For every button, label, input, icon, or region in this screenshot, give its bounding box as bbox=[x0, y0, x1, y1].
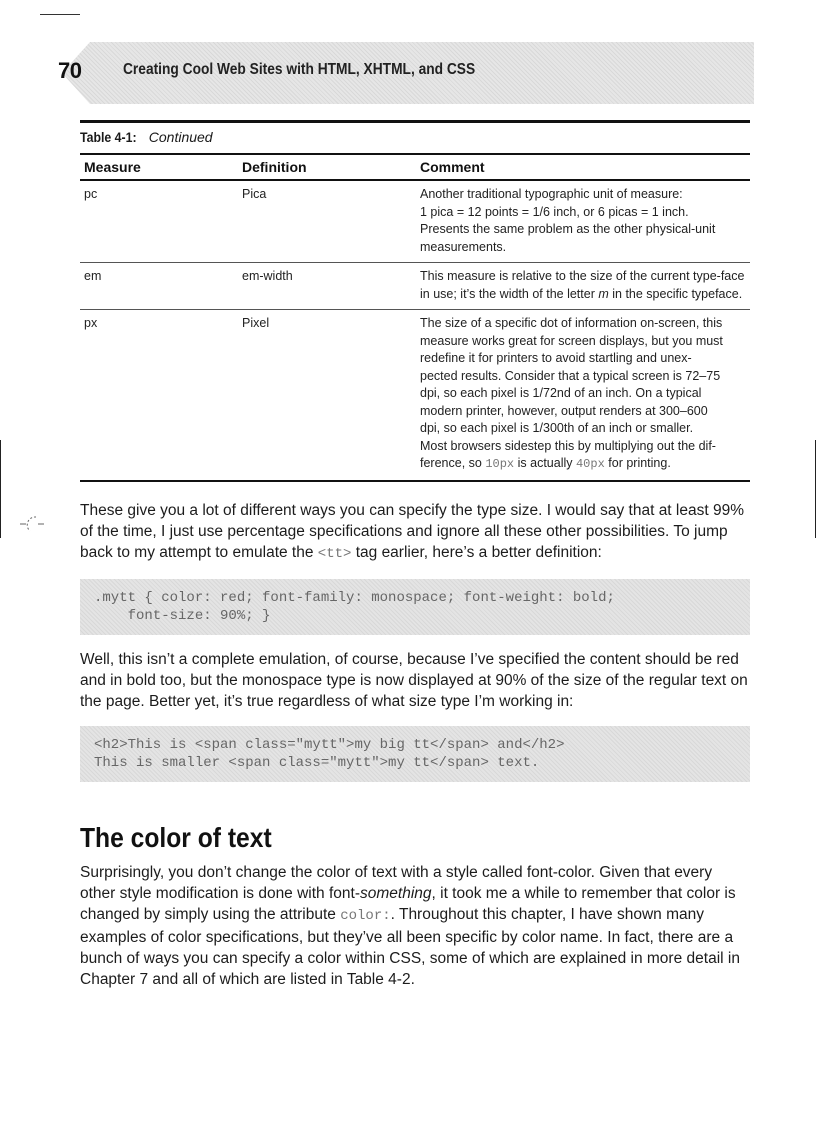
paragraph-text: , it took me a while to remember that color is changed by simply using the attribute bbox=[80, 885, 736, 923]
comment-text: for printing. bbox=[604, 456, 671, 470]
paragraph-emphasis: something bbox=[360, 885, 432, 902]
comment-line: 1 pica = 12 points = 1/6 inch, or 6 picas = 1 inch. bbox=[420, 204, 689, 219]
comment-cell bbox=[416, 310, 750, 481]
table-caption bbox=[80, 120, 750, 149]
measure-cell: pc bbox=[80, 180, 238, 263]
code-40px: 40px bbox=[575, 457, 605, 471]
code-block-h2: <h2>This is <span class="mytt">my big tt</span> and</h2> This is smaller <span class="mytt">my tt</span> text. bbox=[80, 726, 750, 782]
table-header-row bbox=[80, 154, 750, 180]
paragraph-color-of-text bbox=[80, 862, 750, 990]
comment-line: measure works great for screen displays, but you must bbox=[420, 333, 723, 348]
margin-rule-left bbox=[0, 440, 1, 538]
comment-cell bbox=[416, 180, 750, 263]
code-block-mytt: .mytt { color: red; font-family: monospace; font-weight: bold; font-size: 90%; } bbox=[80, 579, 750, 635]
definition-cell: em-width bbox=[238, 263, 416, 310]
comment-line: redefine it for printers to avoid startling and unex- bbox=[420, 351, 692, 365]
table-caption-text: Continued bbox=[148, 129, 213, 145]
table-4-1 bbox=[80, 120, 750, 482]
paragraph-emulation: Well, this isn’t a complete emulation, of course, because I’ve specified the content should be red and in bold too, but the monospace type is now displayed at 90% of the size of the regular text on the page. Better yet, it’s true regardless of what size type I’m working in: bbox=[80, 651, 748, 710]
measure-table bbox=[80, 153, 750, 482]
comment-cell bbox=[416, 263, 750, 310]
comment-emphasis: m bbox=[598, 286, 609, 301]
comment-line: dpi, so each pixel is 1/300th of an inch or smaller. bbox=[420, 421, 694, 435]
column-header-comment: Comment bbox=[416, 154, 750, 180]
comment-line: Another traditional typographic unit of measure: bbox=[420, 187, 683, 201]
paragraph-type-size bbox=[80, 500, 750, 565]
comment-text: ference, so bbox=[420, 456, 486, 470]
code-tt-tag: <tt> bbox=[317, 546, 352, 562]
definition-cell: Pica bbox=[238, 180, 416, 263]
paragraph-text: Surprisingly, you don’t change the color of text with a style called font-color. Given that every other style modification is done with font- bbox=[80, 864, 713, 902]
section-heading: The color of text bbox=[80, 822, 272, 853]
code-10px: 10px bbox=[485, 457, 515, 471]
comment-line: Presents the same problem as the other physical-unit bbox=[420, 222, 716, 236]
code-color-attribute: color: bbox=[340, 908, 391, 924]
paragraph-text: These give you a lot of different ways you can specify the type size. I would say that at least 99% of the time, I just use percentage specifications and ignore all these other possibilities. To jump back to my attempt to emulate the bbox=[80, 502, 744, 561]
running-title: Creating Cool Web Sites with HTML, XHTML, and CSS bbox=[123, 61, 476, 78]
comment-text: This measure is relative to the size of the current type-face in use; it’s the width of the letter bbox=[420, 269, 745, 301]
paragraph-text: tag earlier, here’s a better definition: bbox=[351, 544, 602, 561]
comment-line: measurements. bbox=[420, 239, 507, 254]
comment-line bbox=[420, 455, 750, 474]
measure-cell: em bbox=[80, 263, 238, 310]
page-number: 70 bbox=[58, 58, 82, 83]
registration-mark-icon bbox=[20, 512, 44, 536]
comment-line: dpi, so each pixel is 1/72nd of an inch. On a typical bbox=[420, 386, 702, 400]
comment-line: The size of a specific dot of information on-screen, this bbox=[420, 316, 723, 330]
comment-text: in the specific typeface. bbox=[608, 286, 743, 301]
comment-text: is actually bbox=[514, 456, 576, 470]
definition-cell: Pixel bbox=[238, 310, 416, 481]
table-row bbox=[80, 263, 750, 310]
table-label: Table 4-1: bbox=[80, 129, 137, 145]
comment-line: pected results. Consider that a typical screen is 72–75 bbox=[420, 368, 721, 383]
comment-line: Most browsers sidestep this by multiplying out the dif- bbox=[420, 438, 716, 453]
comment-line: modern printer, however, output renders at 300–600 bbox=[420, 403, 708, 418]
top-rule bbox=[40, 14, 80, 15]
measure-cell: px bbox=[80, 310, 238, 481]
column-header-definition: Definition bbox=[238, 154, 416, 180]
paragraph-text: . Throughout this chapter, I have shown many examples of color specifications, but they’ve all been specific by color name. In fact, there are a bunch of ways you can specify a color within CSS, some of which are explained in more detail in Chapter 7 and all of which are listed in Table 4-2. bbox=[80, 906, 740, 988]
table-row bbox=[80, 180, 750, 263]
table-row bbox=[80, 310, 750, 481]
column-header-measure: Measure bbox=[80, 154, 238, 180]
